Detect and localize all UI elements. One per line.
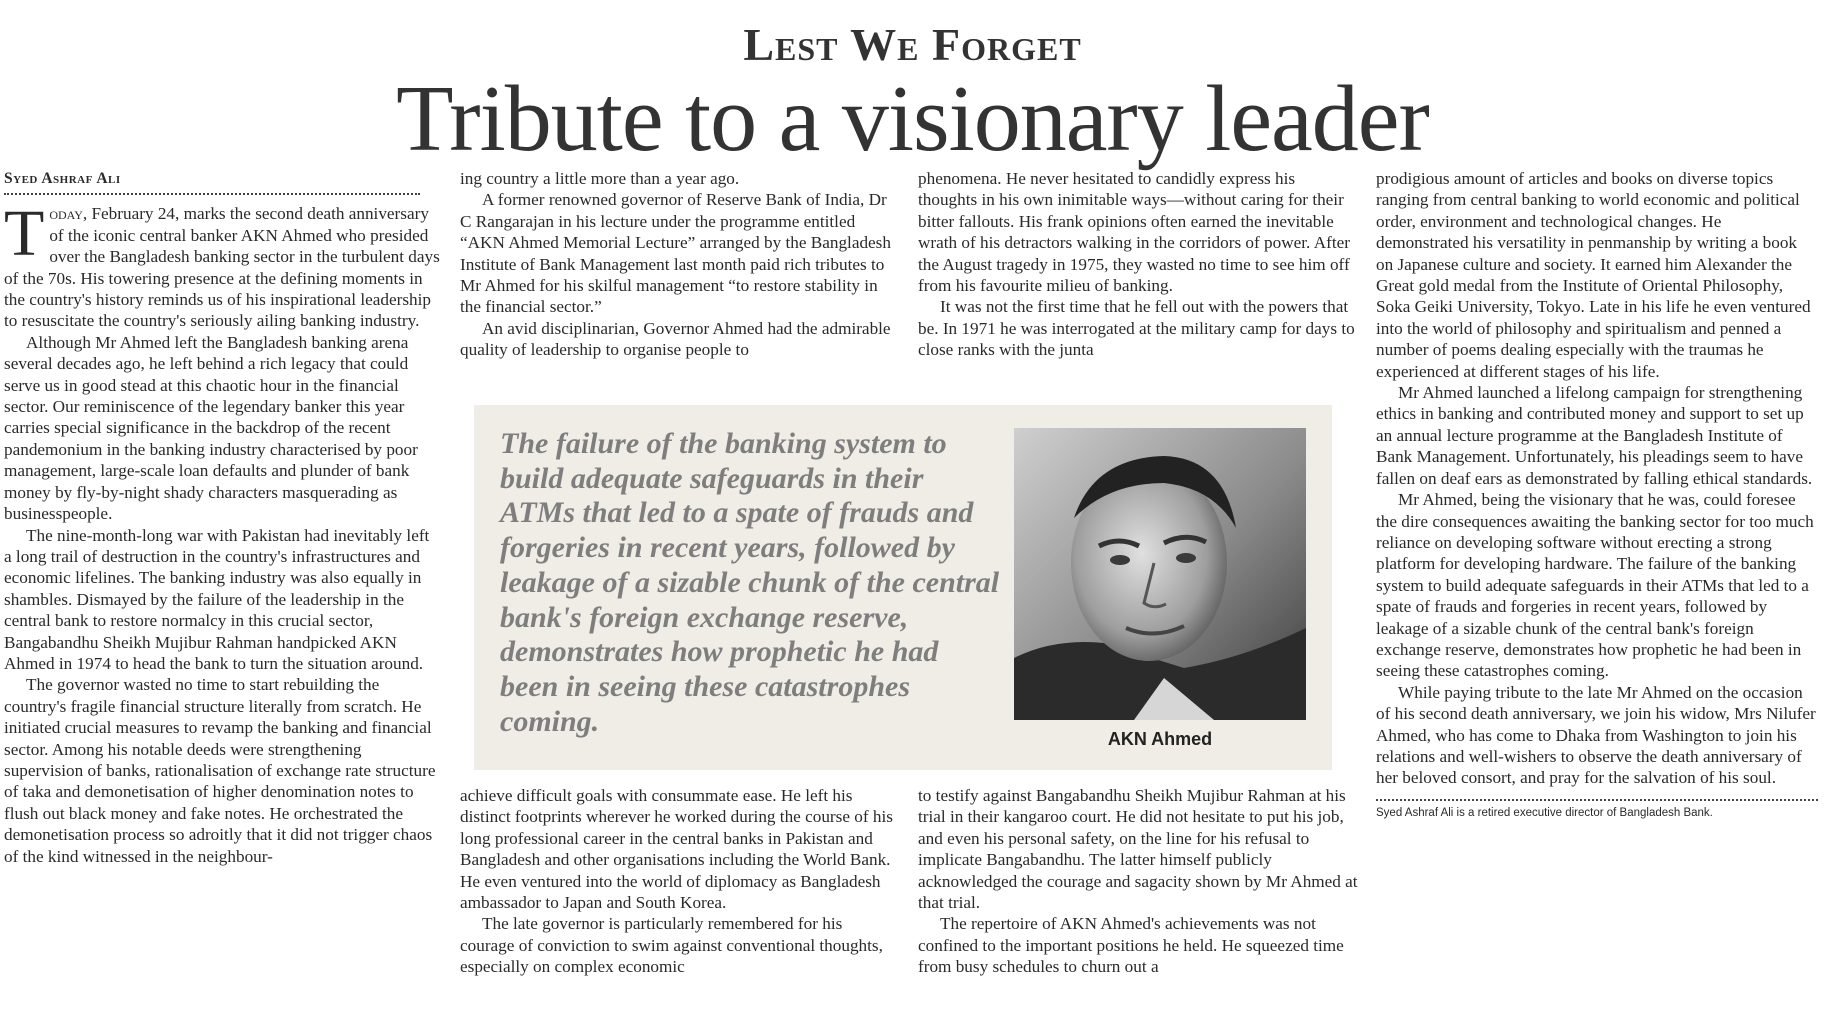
- byline: Syed Ashraf Ali: [4, 168, 420, 195]
- paragraph: achieve difficult goals with consummate ease. He left his distinct footprints wherever he worked during the course of his long professional career in the central banks in Pakistan and Bangladesh and other organisations including the World Bank. He even ventured into the world of diplomacy as Bangladesh ambassador to Japan and South Korea.: [460, 786, 893, 913]
- lead-paragraph: [4, 197, 440, 331]
- paragraph: The repertoire of AKN Ahmed's achievements was not confined to the important positions he held. He squeezed time from busy schedules to churn out a: [918, 914, 1344, 977]
- paragraph: Mr Ahmed, being the visionary that he was, could foresee the dire consequences awaiting the banking sector for too much reliance on developing software without erecting a strong platform for developing hardware. The failure of the banking system to build adequate safeguards in their ATMs that led to a spate of frauds and forgeries in recent years, followed by leakage of a sizable chunk of the central bank's foreign exchange reserve, demonstrates how prophetic he had been in seeing these catastrophes coming.: [1376, 490, 1814, 681]
- paragraph: The late governor is particularly remembered for his courage of conviction to swim against conventional thoughts, especially on complex economic: [460, 914, 883, 977]
- paragraph: prodigious amount of articles and books on diverse topics ranging from central banking to world economic and political order, environment and technological changes. He demonstrated his versatility in penmanship by writing a book on Japanese culture and society. It earned him Alexander the Great gold medal from the Institute of Oriental Philosophy, Soka Geiki University, Tokyo. Late in his life he even ventured into the world of philosophy and spiritualism and penned a number of poems dealing especially with the traumas he experienced at different stages of his life.: [1376, 169, 1811, 381]
- article-column-4: [1376, 168, 1818, 1008]
- section-kicker: Lest We Forget: [743, 19, 1082, 70]
- author-note: Syed Ashraf Ali is a retired executive director of Bangladesh Bank.: [1376, 799, 1818, 820]
- paragraph: It was not the first time that he fell out with the powers that be. In 1971 he was interrogated at the military camp for days to close ranks with the junta: [918, 297, 1355, 360]
- paragraph: Although Mr Ahmed left the Bangladesh banking arena several decades ago, he left behind a rich legacy that could serve us in good stead at this chaotic hour in the financial sector. Our reminiscence of the legendary banker this year carries special significance in the backdrop of the recent pandemonium in the banking industry characterised by poor management, large-scale loan defaults and plunder of bank money by fly-by-night shady characters masquerading as businesspeople.: [4, 332, 418, 524]
- article-column-3-top: [918, 168, 1358, 390]
- pullquote-text: The failure of the banking system to build adequate safeguards in their ATMs that led to a spate of frauds and forgeries in recent years, followed by leakage of a sizable chunk of the central bank's foreign exchange reserve, demonstrates how prophetic he had been in seeing these catastrophes coming.: [500, 427, 1000, 738]
- article-column-1: [4, 168, 440, 1008]
- drop-cap: T: [4, 197, 45, 271]
- portrait-photo: [1014, 428, 1306, 720]
- photo-caption: AKN Ahmed: [1107, 729, 1213, 749]
- paragraph: While paying tribute to the late Mr Ahmed on the occasion of his second death anniversary, we join his widow, Mrs Nilufer Ahmed, who has come to Dhaka from Washington to join his relations and well-wishers to observe the death anniversary of her beloved consort, and pray for the salvation of his soul.: [1376, 682, 1816, 788]
- paragraph: phenomena. He never hesitated to candidly express his thoughts in his own inimitable ways—without caring for their bitter fallouts. His frank opinions often earned the inevitable wrath of his detractors walking in the corridors of power. After the August tragedy in 1975, they wasted no time to see him off from his favourite milieu of banking.: [918, 169, 1350, 296]
- article-column-2-bottom: [460, 785, 900, 1007]
- paragraph: An avid disciplinarian, Governor Ahmed had the admirable quality of leadership to organise people to: [460, 318, 891, 360]
- paragraph: Mr Ahmed launched a lifelong campaign for strengthening ethics in banking and contributed money and support to set up an annual lecture programme at the Bangladesh Institute of Bank Management. Unfortunately, his pleadings seem to have fallen on deaf ears as demonstrated by falling ethical standards.: [1376, 383, 1813, 488]
- paragraph: The nine-month-long war with Pakistan had inevitably left a long trail of destruction in the country's infrastructures and economic lifelines. The banking industry was also equally in shambles. Dismayed by the failure of the leadership in the central bank to restore normalcy in this crucial sector, Bangabandhu Sheikh Mujibur Rahman handpicked AKN Ahmed in 1974 to head the bank to turn the situation around.: [4, 525, 430, 673]
- paragraph: A former renowned governor of Reserve Bank of India, Dr C Rangarajan in his lecture under the programme entitled “AKN Ahmed Memorial Lecture” arranged by the Bangladesh Institute of Bank Management last month paid rich tributes to Mr Ahmed for his skilful management “to restore stability in the financial sector.”: [460, 190, 891, 317]
- paragraph: ing country a little more than a year ago.: [460, 169, 740, 188]
- paragraph: to testify against Bangabandhu Sheikh Mujibur Rahman at his trial in their kangaroo court. He did not hesitate to put his job, and even his personal safety, on the line for his refusal to implicate Bangabandhu. The latter himself publicly acknowledged the courage and sagacity shown by Mr Ahmed at that trial.: [918, 786, 1358, 913]
- pullquote-box: [474, 405, 1332, 770]
- lead-start: oday: [49, 204, 83, 224]
- paragraph-text: , February 24, marks the second death anniversary of the iconic central banker AKN Ahmed who presided over the Bangladesh banking sector in the turbulent days of the 70s. His towering presence at the defining moments in the country's history reminds us of his inspirational leadership to resuscitate the country's seriously ailing banking industry.: [4, 204, 440, 331]
- article-column-3-bottom: [918, 785, 1358, 1007]
- headline: Tribute to a visionary leader: [396, 67, 1429, 171]
- article-column-2-top: [460, 168, 900, 390]
- paragraph: The governor wasted no time to start rebuilding the country's fragile financial structure literally from scratch. He initiated crucial measures to revamp the banking and financial sector. Among his notable deeds were strengthening supervision of banks, rationalisation of exchange rate structure of taka and demonetisation of higher denomination notes to flush out black money and fake notes. He orchestrated the demonetisation process so adroitly that it did not trigger chaos of the kind witnessed in the neighbour-: [4, 675, 436, 866]
